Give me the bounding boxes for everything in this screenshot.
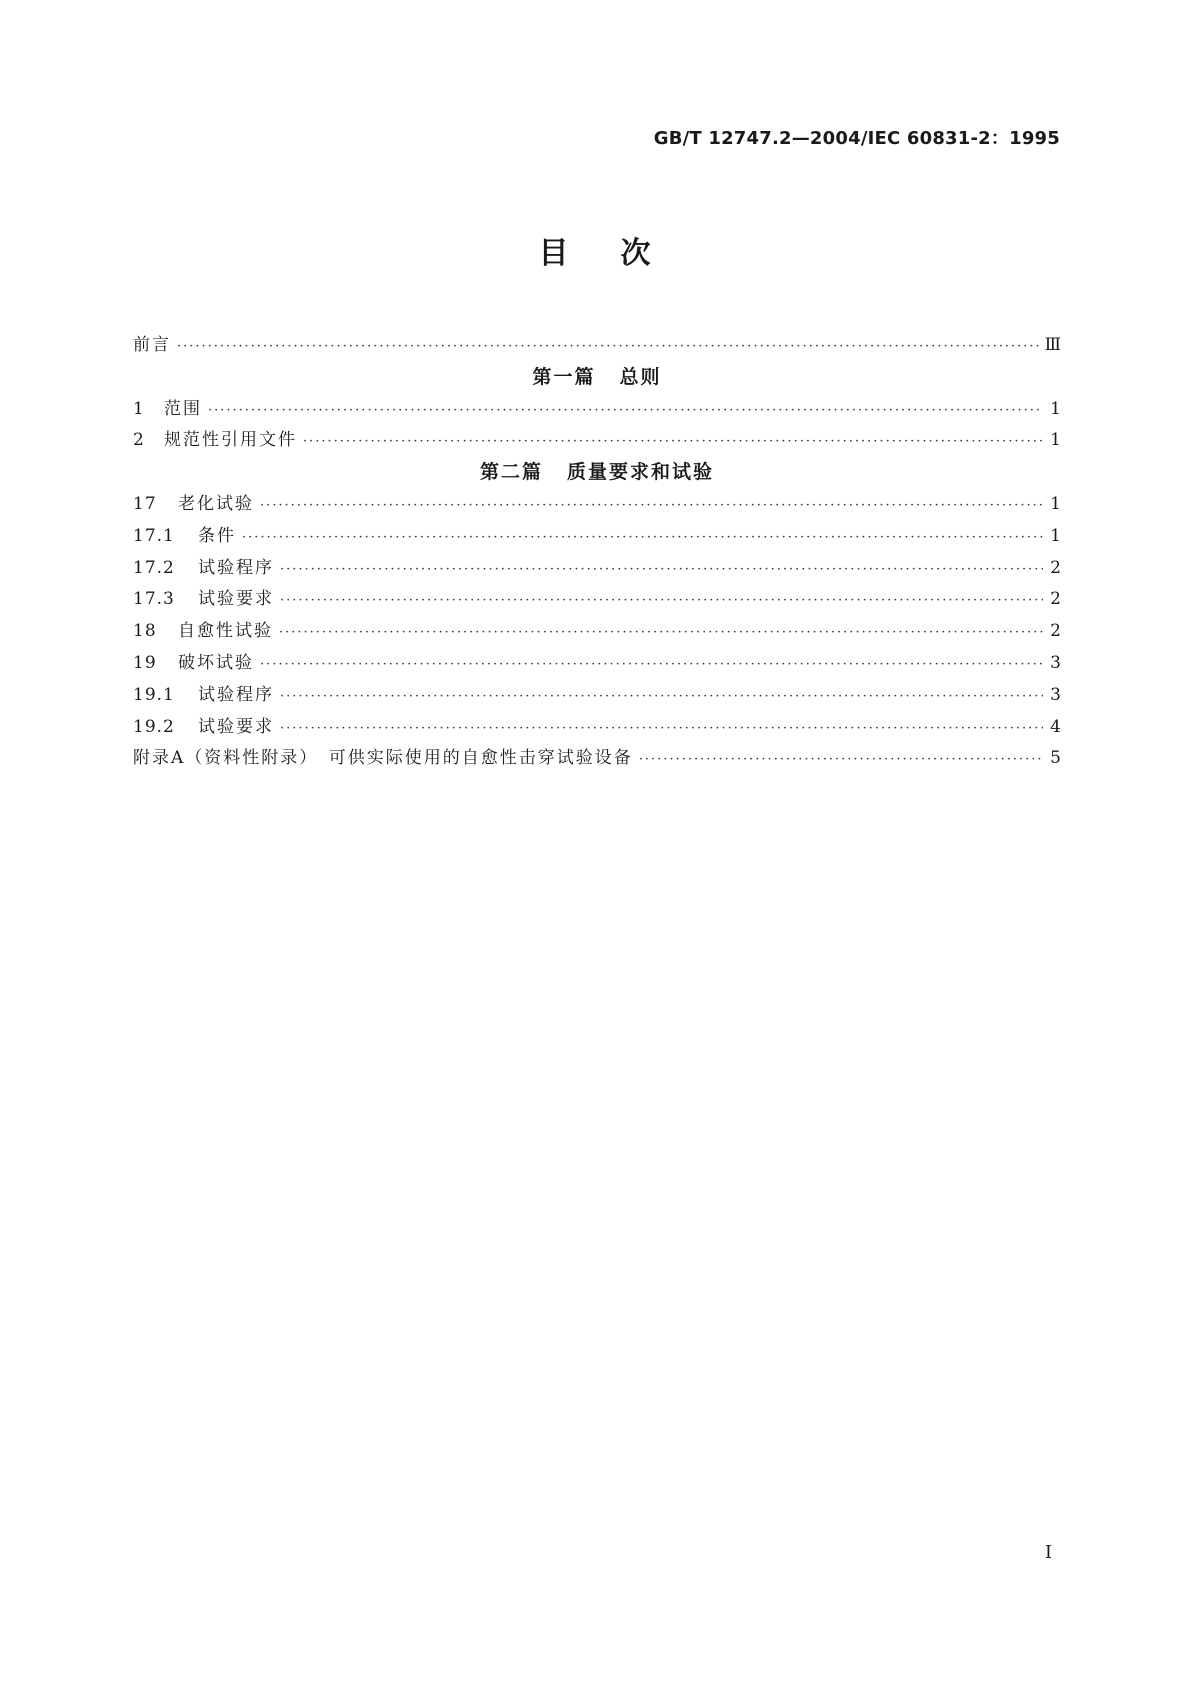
toc-leader-dots xyxy=(280,554,1043,586)
toc-entry-title: 试验程序 xyxy=(198,557,274,578)
toc-entry-title: 范围 xyxy=(164,398,202,419)
toc-entry-17-1[interactable] xyxy=(133,521,1061,553)
toc-entry-2[interactable] xyxy=(133,425,1061,457)
toc-entry-title: 试验程序 xyxy=(198,684,274,705)
toc-entry-number: 18 xyxy=(133,621,157,642)
toc-entry-page: 2 xyxy=(1050,557,1061,578)
toc-entry-page: 1 xyxy=(1050,430,1061,451)
toc-entry-title: 条件 xyxy=(198,525,236,546)
toc-part-two-heading xyxy=(133,457,1061,489)
toc-entry-number: 17.3 xyxy=(133,589,175,610)
toc-leader-dots xyxy=(303,426,1043,458)
toc-entry-19[interactable] xyxy=(133,648,1061,680)
toc-entry-19-2[interactable] xyxy=(133,712,1061,744)
toc-entry-page: 1 xyxy=(1050,398,1061,419)
standard-code: GB/T 12747.2—2004/IEC 60831-2：1995 xyxy=(653,128,1060,149)
part-label: 第一篇 xyxy=(532,365,596,388)
toc-entry-page: 5 xyxy=(1050,748,1061,769)
toc-entry-title: 破坏试验 xyxy=(178,652,254,673)
toc-entry-page: 2 xyxy=(1050,621,1061,642)
toc-entry-page: 4 xyxy=(1050,716,1061,737)
toc-leader-dots xyxy=(260,490,1043,522)
toc-entry-18[interactable] xyxy=(133,616,1061,648)
toc-entry-page: 2 xyxy=(1050,589,1061,610)
toc-leader-dots xyxy=(279,617,1043,649)
toc-leader-dots xyxy=(260,649,1043,681)
toc-entry-page: 3 xyxy=(1050,652,1061,673)
toc-entry-number: 19.1 xyxy=(133,684,175,705)
toc-leader-dots xyxy=(177,331,1039,363)
footer-page-number: I xyxy=(1044,1542,1052,1563)
toc-entry-1[interactable] xyxy=(133,394,1061,426)
part-name: 质量要求和试验 xyxy=(567,461,715,484)
toc-leader-dots xyxy=(639,744,1043,776)
toc-entry-page: Ⅲ xyxy=(1044,335,1061,355)
toc-entry-number: 19.2 xyxy=(133,716,175,737)
toc-leader-dots xyxy=(280,713,1043,745)
toc-entry-title: 规范性引用文件 xyxy=(164,430,297,451)
toc-entry-title: 自愈性试验 xyxy=(178,621,273,642)
table-of-contents xyxy=(133,330,1061,775)
toc-entry-title: 老化试验 xyxy=(178,493,254,514)
page-title-part2: 次 xyxy=(620,236,653,271)
page-title xyxy=(0,228,1191,272)
toc-entry-number: 17 xyxy=(133,493,157,514)
toc-entry-page: 3 xyxy=(1050,684,1061,705)
toc-entry-17[interactable] xyxy=(133,489,1061,521)
toc-entry-title: 试验要求 xyxy=(198,589,274,610)
toc-entry-number: 17.1 xyxy=(133,525,175,546)
page-title-part1: 目 xyxy=(538,236,571,271)
part-name: 总则 xyxy=(619,365,662,388)
toc-entry-number: 19 xyxy=(133,652,157,673)
toc-leader-dots xyxy=(280,681,1043,713)
toc-entry-title: 附录A（资料性附录） 可供实际使用的自愈性击穿试验设备 xyxy=(133,748,633,769)
toc-entry-page: 1 xyxy=(1050,525,1061,546)
toc-entry-title: 前言 xyxy=(133,335,171,355)
toc-entry-page: 1 xyxy=(1050,493,1061,514)
toc-entry-number: 17.2 xyxy=(133,557,175,578)
toc-entry-number: 2 xyxy=(133,430,145,451)
toc-entry-title: 试验要求 xyxy=(198,716,274,737)
part-label: 第二篇 xyxy=(479,461,543,484)
toc-entry-17-3[interactable] xyxy=(133,584,1061,616)
toc-leader-dots xyxy=(242,522,1043,554)
toc-entry-number: 1 xyxy=(133,398,145,419)
toc-leader-dots xyxy=(280,585,1043,617)
toc-leader-dots xyxy=(208,395,1043,427)
toc-entry-foreword[interactable] xyxy=(133,330,1061,362)
toc-entry-19-1[interactable] xyxy=(133,680,1061,712)
toc-entry-annex-a[interactable] xyxy=(133,743,1061,775)
toc-entry-17-2[interactable] xyxy=(133,553,1061,585)
toc-part-one-heading xyxy=(133,362,1061,394)
